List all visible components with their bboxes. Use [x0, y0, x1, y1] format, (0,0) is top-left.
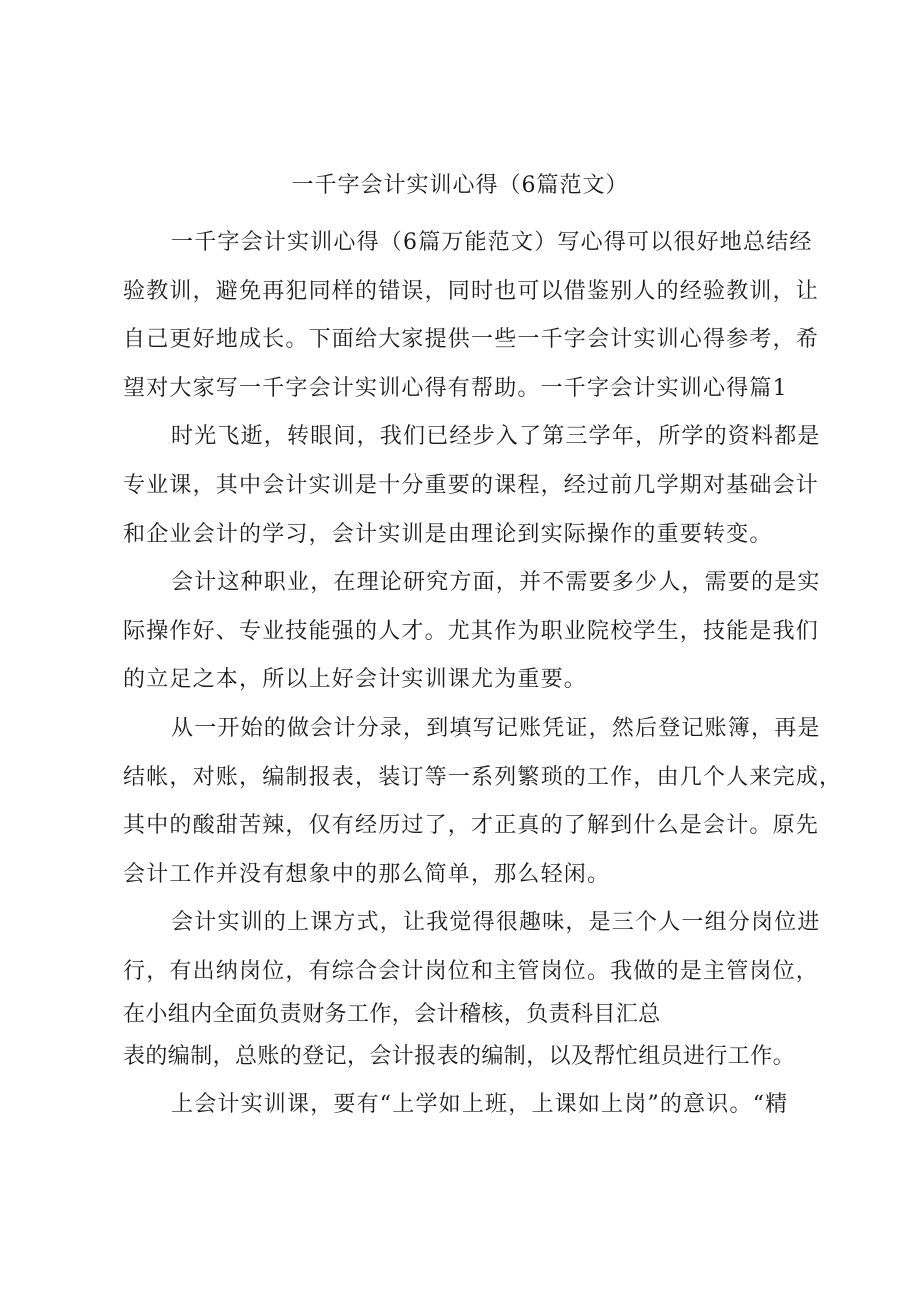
paragraph-line: 的立足之本，所以上好会计实训课尤为重要。 — [123, 667, 588, 693]
paragraph-line: 会计工作并没有想象中的那么简单，那么轻闲。 — [123, 861, 611, 887]
paragraph-line: 一千字会计实训心得（6篇万能范文）写心得可以很好地总结经 — [171, 230, 813, 255]
paragraph-line: 会计这种职业，在理论研究方面，并不需要多少人，需要的是实 — [171, 570, 821, 596]
paragraph-line: 上会计实训课，要有“上学如上班，上课如上岗”的意识。“精 — [171, 1092, 789, 1118]
paragraph-line: 际操作好、专业技能强的人才。尤其作为职业院校学生，技能是我们 — [123, 618, 820, 644]
document-body — [123, 219, 843, 1130]
paragraph-line: 行，有出纳岗位，有综合会计岗位和主管岗位。我做的是主管岗位， — [123, 958, 820, 984]
document-title: 一千字会计实训心得（6篇范文） — [291, 173, 629, 198]
paragraph-line: 时光飞逝，转眼间，我们已经步入了第三学年，所学的资料都是 — [171, 424, 821, 450]
paragraph-line: 会计实训的上课方式，让我觉得很趣味，是三个人一组分岗位进 — [171, 910, 821, 936]
paragraph-line: 其中的酸甜苦辣，仅有经历过了，才正真的了解到什么是会计。原先 — [123, 813, 820, 839]
paragraph-line: 表的编制，总账的登记，会计报表的编制，以及帮忙组员进行工作。 — [123, 1043, 796, 1069]
paragraph-line: 望对大家写一千字会计实训心得有帮助。一千字会计实训心得篇1 — [123, 375, 788, 401]
paragraph-line: 和企业会计的学习，会计实训是由理论到实际操作的重要转变。 — [123, 521, 773, 547]
paragraph-line: 验教训，避免再犯同样的错误，同时也可以借鉴别人的经验教训，让 — [123, 278, 820, 304]
paragraph-line: 在小组内全面负责财务工作，会计稽核，负责科目汇总 — [123, 1001, 661, 1027]
paragraph-line: 自己更好地成长。下面给大家提供一些一千字会计实训心得参考，希 — [123, 327, 820, 353]
paragraph-line: 专业课，其中会计实训是十分重要的课程，经过前几学期对基础会计 — [123, 472, 820, 498]
paragraph-line: 从一开始的做会计分录，到填写记账凭证，然后登记账簿，再是 — [171, 715, 821, 741]
paragraph-line: 结帐，对账，编制报表，装订等一系列繁琐的工作，由几个人来完成， — [123, 764, 843, 790]
